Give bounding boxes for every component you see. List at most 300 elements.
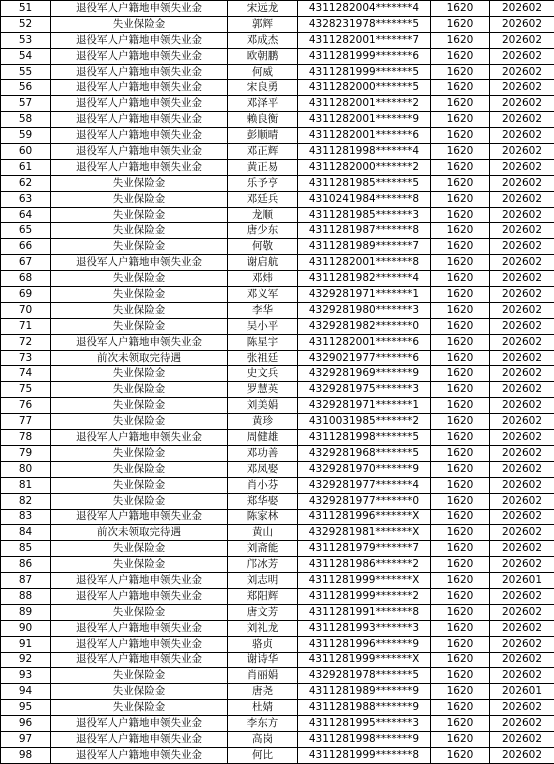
period-cell: 202602 [490,287,554,303]
amount-cell: 1620 [431,350,490,366]
benefit-type-cell: 退役军人户籍地申领失业金 [51,652,228,668]
id-number-cell: 4311281982*******4 [298,271,431,287]
amount-cell: 1620 [431,96,490,112]
id-number-cell: 4329281982*******0 [298,318,431,334]
row-number-cell: 91 [1,636,51,652]
name-cell: 周健雄 [228,430,298,446]
table-row [1,716,554,732]
table-row [1,302,554,318]
table-row [1,461,554,477]
row-number-cell: 61 [1,159,51,175]
table-row [1,191,554,207]
name-cell: 何比 [228,747,298,763]
benefit-type-cell: 失业保险金 [51,604,228,620]
benefit-type-cell: 失业保险金 [51,239,228,255]
id-number-cell: 4311281995*******3 [298,716,431,732]
row-number-cell: 79 [1,445,51,461]
row-number-cell: 75 [1,382,51,398]
table-row [1,652,554,668]
name-cell: 郑阳辉 [228,588,298,604]
id-number-cell: 4310241984*******8 [298,191,431,207]
benefit-type-cell: 失业保险金 [51,541,228,557]
period-cell: 202602 [490,668,554,684]
amount-cell: 1620 [431,573,490,589]
amount-cell: 1620 [431,684,490,700]
name-cell: 邓泽平 [228,96,298,112]
benefit-type-cell: 失业保险金 [51,366,228,382]
name-cell: 邝冰芳 [228,557,298,573]
name-cell: 唐文芳 [228,604,298,620]
id-number-cell: 4311281998*******4 [298,144,431,160]
benefit-type-cell: 退役军人户籍地申领失业金 [51,636,228,652]
name-cell: 杜婧 [228,700,298,716]
amount-cell: 1620 [431,636,490,652]
period-cell: 202602 [490,382,554,398]
period-cell: 202602 [490,96,554,112]
period-cell: 202602 [490,64,554,80]
row-number-cell: 81 [1,477,51,493]
table-row [1,223,554,239]
table-body [1,1,554,764]
period-cell: 202602 [490,700,554,716]
row-number-cell: 51 [1,1,51,17]
amount-cell: 1620 [431,144,490,160]
benefit-type-cell: 失业保险金 [51,382,228,398]
name-cell: 刘斋能 [228,541,298,557]
period-cell: 202601 [490,684,554,700]
name-cell: 陈家林 [228,509,298,525]
benefit-type-cell: 退役军人户籍地申领失业金 [51,731,228,747]
id-number-cell: 4311281985*******3 [298,207,431,223]
table-row [1,477,554,493]
id-number-cell: 4311282004*******4 [298,1,431,17]
row-number-cell: 76 [1,398,51,414]
row-number-cell: 69 [1,287,51,303]
id-number-cell: 4311282001*******7 [298,32,431,48]
row-number-cell: 93 [1,668,51,684]
table-row [1,32,554,48]
benefit-type-cell: 退役军人户籍地申领失业金 [51,96,228,112]
benefit-type-cell: 退役军人户籍地申领失业金 [51,747,228,763]
period-cell: 202602 [490,318,554,334]
amount-cell: 1620 [431,1,490,17]
table-row [1,573,554,589]
name-cell: 黄山 [228,525,298,541]
row-number-cell: 86 [1,557,51,573]
period-cell: 202602 [490,509,554,525]
id-number-cell: 4311282001*******6 [298,128,431,144]
row-number-cell: 59 [1,128,51,144]
table-row [1,255,554,271]
id-number-cell: 4311281989*******9 [298,684,431,700]
name-cell: 骆贞 [228,636,298,652]
id-number-cell: 4311281999*******X [298,573,431,589]
amount-cell: 1620 [431,159,490,175]
row-number-cell: 53 [1,32,51,48]
benefit-type-cell: 失业保险金 [51,302,228,318]
row-number-cell: 77 [1,414,51,430]
table-row [1,16,554,32]
row-number-cell: 71 [1,318,51,334]
table-row [1,604,554,620]
row-number-cell: 56 [1,80,51,96]
id-number-cell: 4311282001*******2 [298,96,431,112]
id-number-cell: 4311281999*******8 [298,747,431,763]
period-cell: 202602 [490,16,554,32]
amount-cell: 1620 [431,525,490,541]
benefit-type-cell: 失业保险金 [51,287,228,303]
period-cell: 202602 [490,159,554,175]
benefit-type-cell: 退役军人户籍地申领失业金 [51,48,228,64]
name-cell: 何威 [228,64,298,80]
table-row [1,207,554,223]
table-row [1,588,554,604]
row-number-cell: 66 [1,239,51,255]
table-row [1,128,554,144]
name-cell: 乐予亨 [228,175,298,191]
name-cell: 邓炜 [228,271,298,287]
benefit-type-cell: 失业保险金 [51,493,228,509]
table-row [1,445,554,461]
name-cell: 宋良勇 [228,80,298,96]
benefit-type-cell: 退役军人户籍地申领失业金 [51,255,228,271]
row-number-cell: 70 [1,302,51,318]
row-number-cell: 73 [1,350,51,366]
table-row [1,366,554,382]
table-row [1,144,554,160]
table-row [1,731,554,747]
benefit-type-cell: 失业保险金 [51,461,228,477]
period-cell: 202602 [490,652,554,668]
table-row [1,525,554,541]
amount-cell: 1620 [431,271,490,287]
amount-cell: 1620 [431,223,490,239]
benefit-type-cell: 退役军人户籍地申领失业金 [51,128,228,144]
amount-cell: 1620 [431,604,490,620]
row-number-cell: 55 [1,64,51,80]
id-number-cell: 4329281970*******9 [298,461,431,477]
period-cell: 202602 [490,747,554,763]
table-row [1,334,554,350]
name-cell: 邓义军 [228,287,298,303]
amount-cell: 1620 [431,287,490,303]
name-cell: 谢启航 [228,255,298,271]
name-cell: 张祖廷 [228,350,298,366]
row-number-cell: 95 [1,700,51,716]
row-number-cell: 96 [1,716,51,732]
name-cell: 邓凤娶 [228,461,298,477]
row-number-cell: 78 [1,430,51,446]
name-cell: 彭顺晴 [228,128,298,144]
period-cell: 202602 [490,716,554,732]
id-number-cell: 4329281968*******5 [298,445,431,461]
benefit-type-cell: 退役军人户籍地申领失业金 [51,112,228,128]
name-cell: 赖良衡 [228,112,298,128]
id-number-cell: 4311282001*******8 [298,255,431,271]
table-row [1,668,554,684]
table-row [1,430,554,446]
row-number-cell: 63 [1,191,51,207]
period-cell: 202602 [490,557,554,573]
amount-cell: 1620 [431,382,490,398]
amount-cell: 1620 [431,414,490,430]
period-cell: 202602 [490,350,554,366]
period-cell: 202602 [490,541,554,557]
id-number-cell: 4329281980*******3 [298,302,431,318]
period-cell: 202602 [490,32,554,48]
benefit-type-cell: 退役军人户籍地申领失业金 [51,334,228,350]
table-row [1,700,554,716]
name-cell: 吴小平 [228,318,298,334]
table-row [1,684,554,700]
benefit-type-cell: 退役军人户籍地申领失业金 [51,716,228,732]
id-number-cell: 4311282001*******9 [298,112,431,128]
row-number-cell: 84 [1,525,51,541]
benefit-type-cell: 失业保险金 [51,684,228,700]
name-cell: 李华 [228,302,298,318]
table-row [1,1,554,17]
row-number-cell: 68 [1,271,51,287]
amount-cell: 1620 [431,80,490,96]
id-number-cell: 4311282000*******2 [298,159,431,175]
name-cell: 谢诗华 [228,652,298,668]
row-number-cell: 72 [1,334,51,350]
id-number-cell: 4328231978*******5 [298,16,431,32]
benefit-type-cell: 前次未领取完待遇 [51,350,228,366]
period-cell: 202602 [490,620,554,636]
benefit-type-cell: 失业保险金 [51,207,228,223]
benefit-type-cell: 失业保险金 [51,175,228,191]
benefit-type-cell: 失业保险金 [51,398,228,414]
name-cell: 郑华娶 [228,493,298,509]
name-cell: 肖小芬 [228,477,298,493]
benefit-type-cell: 失业保险金 [51,557,228,573]
period-cell: 202602 [490,255,554,271]
benefit-type-cell: 前次未领取完待遇 [51,525,228,541]
period-cell: 202602 [490,731,554,747]
name-cell: 高岗 [228,731,298,747]
table-row [1,557,554,573]
amount-cell: 1620 [431,731,490,747]
table-row [1,80,554,96]
row-number-cell: 97 [1,731,51,747]
table-row [1,287,554,303]
row-number-cell: 89 [1,604,51,620]
table-row [1,159,554,175]
id-number-cell: 4311282000*******5 [298,80,431,96]
benefit-type-cell: 退役军人户籍地申领失业金 [51,32,228,48]
id-number-cell: 4311281991*******8 [298,604,431,620]
name-cell: 罗慧英 [228,382,298,398]
amount-cell: 1620 [431,48,490,64]
name-cell: 何敬 [228,239,298,255]
benefit-type-cell: 失业保险金 [51,445,228,461]
period-cell: 202602 [490,430,554,446]
id-number-cell: 4311281999*******6 [298,48,431,64]
id-number-cell: 4311281999*******5 [298,64,431,80]
table-row [1,382,554,398]
id-number-cell: 4329281981*******X [298,525,431,541]
table-row [1,747,554,763]
amount-cell: 1620 [431,716,490,732]
id-number-cell: 4329281977*******4 [298,477,431,493]
period-cell: 202602 [490,334,554,350]
period-cell: 202602 [490,1,554,17]
table-row [1,64,554,80]
period-cell: 202602 [490,223,554,239]
period-cell: 202602 [490,445,554,461]
name-cell: 唐少东 [228,223,298,239]
row-number-cell: 87 [1,573,51,589]
id-number-cell: 4310031985*******2 [298,414,431,430]
benefit-type-cell: 失业保险金 [51,700,228,716]
name-cell: 龙顺 [228,207,298,223]
benefit-type-cell: 退役军人户籍地申领失业金 [51,430,228,446]
period-cell: 202602 [490,604,554,620]
id-number-cell: 4329281977*******0 [298,493,431,509]
row-number-cell: 85 [1,541,51,557]
amount-cell: 1620 [431,461,490,477]
benefit-type-cell: 失业保险金 [51,223,228,239]
amount-cell: 1620 [431,112,490,128]
benefit-type-cell: 失业保险金 [51,477,228,493]
benefit-type-cell: 退役军人户籍地申领失业金 [51,1,228,17]
row-number-cell: 98 [1,747,51,763]
name-cell: 宋远龙 [228,1,298,17]
table-row [1,175,554,191]
name-cell: 刘礼龙 [228,620,298,636]
period-cell: 202602 [490,175,554,191]
benefit-type-cell: 退役军人户籍地申领失业金 [51,573,228,589]
id-number-cell: 4311281979*******7 [298,541,431,557]
amount-cell: 1620 [431,700,490,716]
row-number-cell: 88 [1,588,51,604]
id-number-cell: 4311281988*******9 [298,700,431,716]
row-number-cell: 60 [1,144,51,160]
name-cell: 陈星宇 [228,334,298,350]
benefit-type-cell: 退役军人户籍地申领失业金 [51,588,228,604]
benefit-type-cell: 失业保险金 [51,271,228,287]
name-cell: 邓廷兵 [228,191,298,207]
amount-cell: 1620 [431,334,490,350]
period-cell: 202602 [490,128,554,144]
table-row [1,350,554,366]
id-number-cell: 4311281998*******5 [298,430,431,446]
row-number-cell: 52 [1,16,51,32]
benefit-type-cell: 退役军人户籍地申领失业金 [51,80,228,96]
period-cell: 202602 [490,302,554,318]
row-number-cell: 62 [1,175,51,191]
name-cell: 欧朝鹏 [228,48,298,64]
amount-cell: 1620 [431,16,490,32]
amount-cell: 1620 [431,255,490,271]
period-cell: 202602 [490,112,554,128]
id-number-cell: 4311281998*******9 [298,731,431,747]
period-cell: 202602 [490,636,554,652]
amount-cell: 1620 [431,493,490,509]
amount-cell: 1620 [431,477,490,493]
period-cell: 202602 [490,144,554,160]
id-number-cell: 4329281971*******1 [298,398,431,414]
id-number-cell: 4311281986*******2 [298,557,431,573]
name-cell: 邓正辉 [228,144,298,160]
amount-cell: 1620 [431,509,490,525]
benefit-type-cell: 退役军人户籍地申领失业金 [51,144,228,160]
amount-cell: 1620 [431,64,490,80]
amount-cell: 1620 [431,318,490,334]
row-number-cell: 82 [1,493,51,509]
period-cell: 202602 [490,239,554,255]
table-row [1,509,554,525]
amount-cell: 1620 [431,191,490,207]
row-number-cell: 67 [1,255,51,271]
id-number-cell: 4329021977*******6 [298,350,431,366]
row-number-cell: 57 [1,96,51,112]
amount-cell: 1620 [431,541,490,557]
amount-cell: 1620 [431,128,490,144]
period-cell: 202602 [490,414,554,430]
amount-cell: 1620 [431,302,490,318]
id-number-cell: 4311281999*******2 [298,588,431,604]
amount-cell: 1620 [431,239,490,255]
period-cell: 202602 [490,271,554,287]
name-cell: 刘志明 [228,573,298,589]
id-number-cell: 4311281993*******3 [298,620,431,636]
name-cell: 刘美娟 [228,398,298,414]
amount-cell: 1620 [431,588,490,604]
id-number-cell: 4311281987*******8 [298,223,431,239]
id-number-cell: 4311281989*******7 [298,239,431,255]
amount-cell: 1620 [431,398,490,414]
amount-cell: 1620 [431,32,490,48]
amount-cell: 1620 [431,430,490,446]
amount-cell: 1620 [431,207,490,223]
period-cell: 202602 [490,207,554,223]
row-number-cell: 94 [1,684,51,700]
benefit-type-cell: 退役军人户籍地申领失业金 [51,620,228,636]
name-cell: 史文兵 [228,366,298,382]
table-row [1,271,554,287]
name-cell: 唐尧 [228,684,298,700]
benefit-type-cell: 失业保险金 [51,668,228,684]
id-number-cell: 4311281996*******9 [298,636,431,652]
period-cell: 202602 [490,493,554,509]
id-number-cell: 4311281985*******5 [298,175,431,191]
benefit-type-cell: 失业保险金 [51,191,228,207]
table-row [1,620,554,636]
amount-cell: 1620 [431,652,490,668]
row-number-cell: 80 [1,461,51,477]
table-row [1,48,554,64]
table-row [1,398,554,414]
table-row [1,541,554,557]
period-cell: 202602 [490,588,554,604]
table-row [1,636,554,652]
period-cell: 202602 [490,191,554,207]
id-number-cell: 4311281999*******X [298,652,431,668]
amount-cell: 1620 [431,747,490,763]
row-number-cell: 58 [1,112,51,128]
benefit-type-cell: 退役军人户籍地申领失业金 [51,159,228,175]
row-number-cell: 64 [1,207,51,223]
benefit-type-cell: 退役军人户籍地申领失业金 [51,509,228,525]
period-cell: 202602 [490,525,554,541]
table-row [1,318,554,334]
row-number-cell: 90 [1,620,51,636]
benefit-type-cell: 退役军人户籍地申领失业金 [51,64,228,80]
amount-cell: 1620 [431,557,490,573]
benefit-type-cell: 失业保险金 [51,414,228,430]
